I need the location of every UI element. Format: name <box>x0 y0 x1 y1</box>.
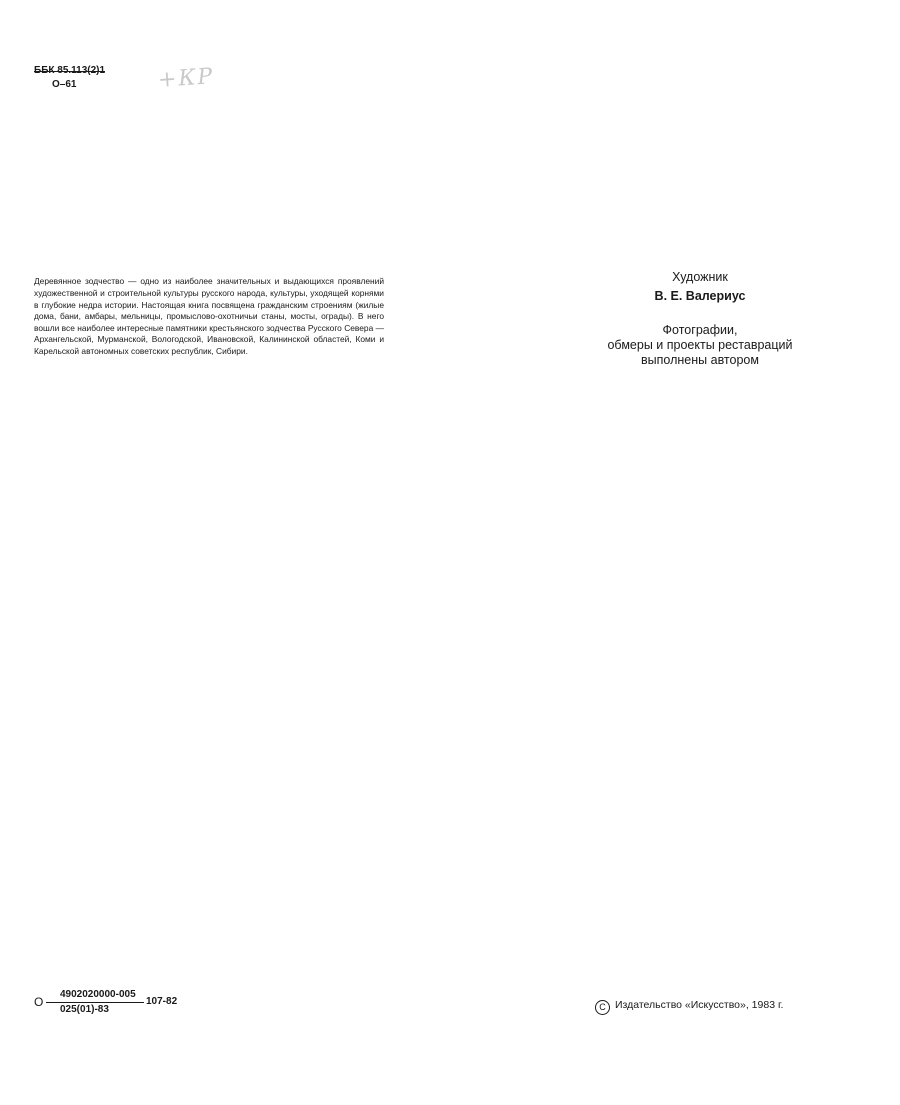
copyright-text: Издательство «Искусство», 1983 г. <box>615 999 784 1011</box>
bbk-code: ББК 85.113(2)1 <box>34 65 106 76</box>
index-fraction <box>46 988 144 1016</box>
index-numerator: 4902020000-005 <box>46 988 144 1003</box>
index-letter: О <box>34 995 44 1009</box>
index-suffix: 107-82 <box>146 996 178 1007</box>
author-sign: О–61 <box>52 79 77 90</box>
artist-role: Художник <box>672 270 728 284</box>
copyright-line <box>595 998 783 1015</box>
classification-code <box>34 64 105 92</box>
pencil-mark: +КР <box>157 64 216 93</box>
annotation-paragraph: Деревянное зодчество — одно из наиболее значительных и выдающихся проявлений художественной и строительной культуры русского народа, культуры, уходящей корнями в глубокие недра истории. Настоящая книга посвящена гражданским строениям (жилые дома, бани, амбары, мельницы, промыслово-охотничьи станы, мосты, ограды). В него вошли все наиболее интересные памятники крестьянского зодчества Русского Севера — Архангельской, Мурманской, Вологодской, Ивановской, Калининской областей, Коми и Карельской автономных советских республик, Сибири. <box>34 276 384 356</box>
photos-credit-line-2: обмеры и проекты реставраций <box>607 338 793 352</box>
index-denominator: 025(01)-83 <box>60 1004 109 1015</box>
copyright-icon: C <box>595 1000 610 1015</box>
photos-credit-line-3: выполнены автором <box>641 353 759 367</box>
artist-name: В. Е. Валериус <box>654 289 746 303</box>
photos-credit-line-1: Фотографии, <box>662 323 738 337</box>
credits-block <box>560 270 840 368</box>
